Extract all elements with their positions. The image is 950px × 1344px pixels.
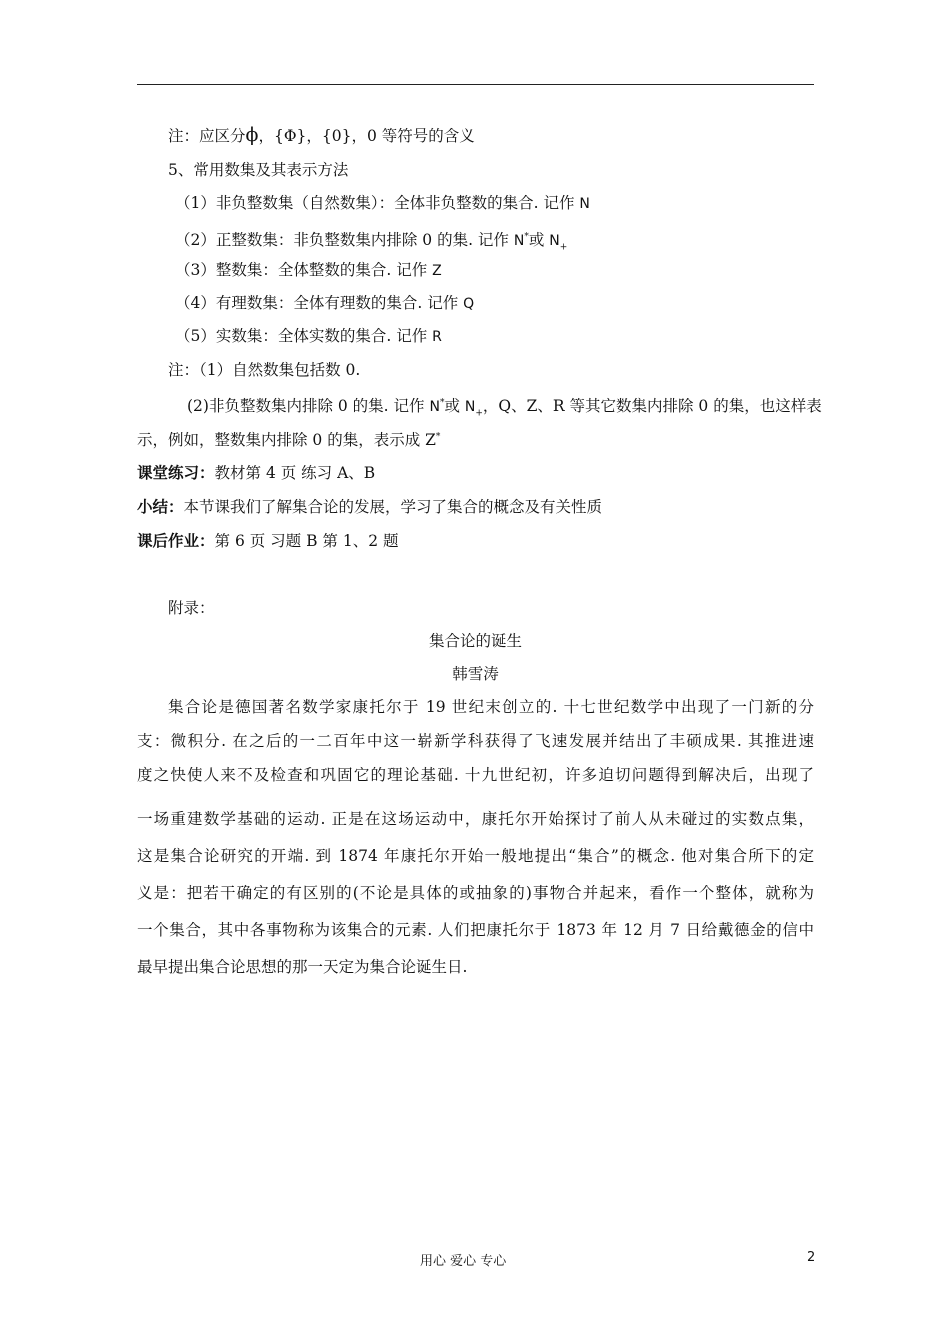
practice: 课堂练习：教材第 4 页 练习 A、B: [137, 463, 376, 482]
appendix-label: 附录：: [168, 599, 215, 617]
footer-center: 用心 爱心 专心: [420, 1254, 507, 1269]
section-5-heading: 5、常用数集及其表示方法: [168, 161, 349, 179]
note-exclude-zero-cont: 示，例如，整数集内排除 0 的集，表示成 Z*: [137, 431, 441, 450]
note-symbols: 注：应区分ϕ，{Φ}，{0}，0 等符号的含义: [168, 124, 475, 146]
paragraph-line: 这是集合论研究的开端. 到 1874 年康托尔开始一般地提出“集合”的概念. 他对集合所下的定: [137, 847, 814, 865]
list-item: （2）正整数集：非负整数集内排除 0 的集. 记作 N*或 $N_+$: [175, 231, 568, 253]
paragraph-line: 度之快使人来不及检查和巩固它的理论基础. 十九世纪初，许多迫切问题得到解决后，出现了: [137, 766, 814, 784]
article-title: 集合论的诞生: [428, 632, 522, 650]
paragraph-line: 最早提出集合论思想的那一天定为集合论诞生日.: [137, 958, 468, 976]
page-number: 2: [807, 1250, 816, 1265]
paragraph-line: 义是：把若干确定的有区别的(不论是具体的或抽象的)事物合并起来，看作一个整体，就称为: [137, 884, 814, 902]
paragraph-line: 集合论是德国著名数学家康托尔于 19 世纪末创立的. 十七世纪数学中出现了一门新的分: [168, 698, 814, 716]
paragraph-line: 一个集合，其中各事物称为该集合的元素. 人们把康托尔于 1873 年 12 月 7 日给戴德金的信中: [137, 921, 814, 939]
note-natural: 注：（1）自然数集包括数 0.: [168, 361, 361, 379]
list-item: （1）非负整数集（自然数集）：全体非负整数的集合. 记作 N: [175, 194, 590, 212]
note-exclude-zero: (2)非负整数集内排除 0 的集. 记作 N*或 $N_+$，Q、Z、R 等其它数集内排除 0 的集，也这样表: [187, 397, 822, 419]
list-item: （4）有理数集：全体有理数的集合. 记作 Q: [175, 294, 475, 312]
article-author: 韩雪涛: [452, 665, 499, 683]
summary: 小结：本节课我们了解集合论的发展，学习了集合的概念及有关性质: [137, 497, 603, 516]
header-rule: [137, 84, 814, 85]
list-item: （5）实数集：全体实数的集合. 记作 R: [175, 327, 442, 345]
paragraph-line: 支：微积分. 在之后的一二百年中这一崭新学科获得了飞速发展并结出了丰硕成果. 其推进速: [137, 732, 814, 750]
list-item: （3）整数集：全体整数的集合. 记作 Z: [175, 261, 442, 279]
homework: 课后作业：第 6 页 习题 B 第 1、2 题: [137, 531, 399, 550]
paragraph-line: 一场重建数学基础的运动. 正是在这场运动中，康托尔开始探讨了前人从未碰过的实数点集，: [137, 810, 814, 828]
